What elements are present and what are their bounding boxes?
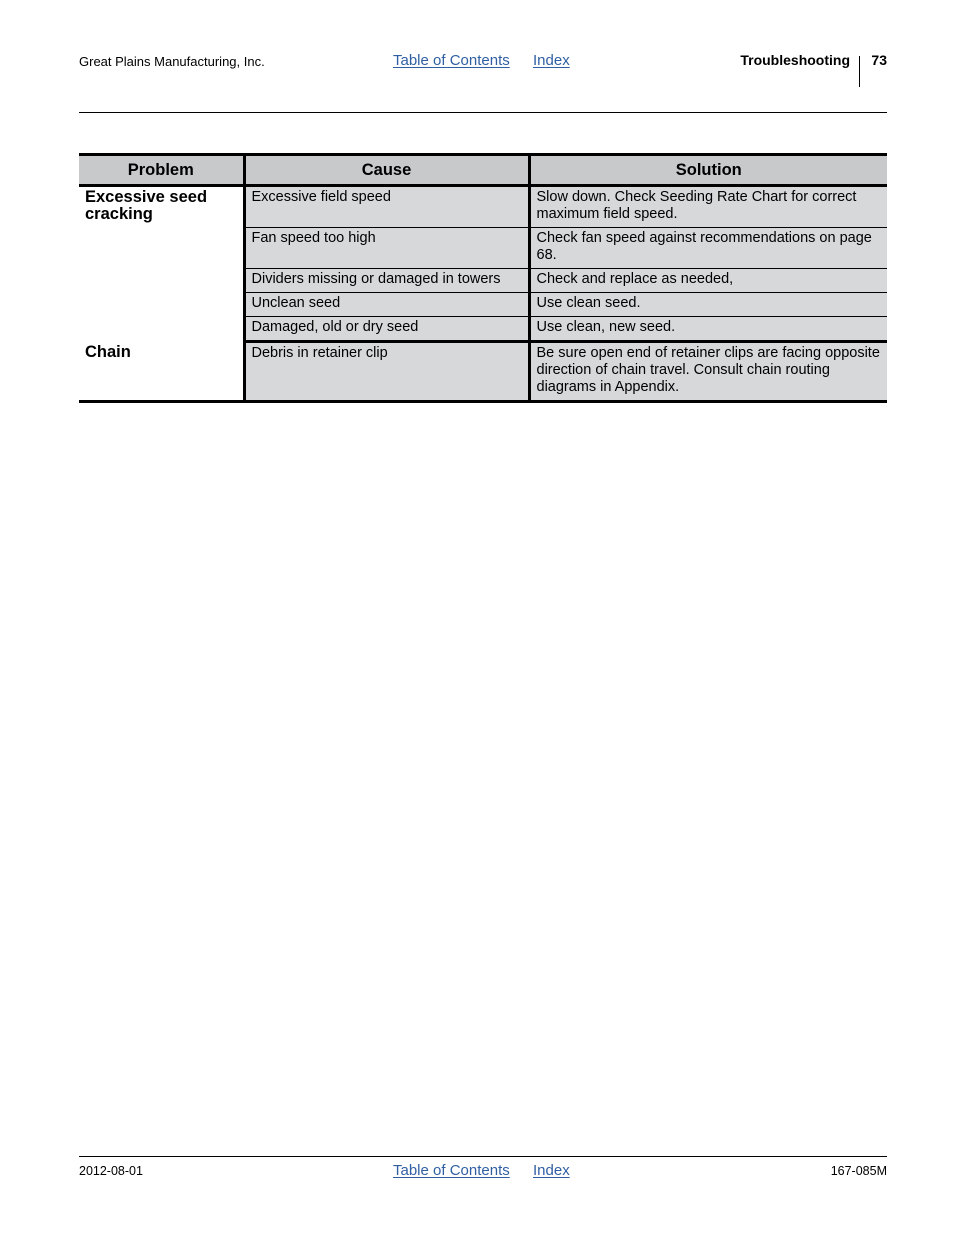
column-header-solution: Solution <box>529 155 887 186</box>
solution-cell: Check and replace as needed, <box>529 269 887 293</box>
header-rule <box>79 112 887 113</box>
footer-date: 2012-08-01 <box>79 1164 143 1178</box>
page-footer <box>79 1160 887 1190</box>
section-title: Troubleshooting <box>740 52 850 68</box>
troubleshooting-table <box>79 153 887 403</box>
company-name: Great Plains Manufacturing, Inc. <box>79 54 265 69</box>
cause-cell: Damaged, old or dry seed <box>244 317 529 342</box>
cause-cell: Fan speed too high <box>244 228 529 269</box>
column-header-cause: Cause <box>244 155 529 186</box>
table-header-row <box>79 155 887 186</box>
solution-cell: Be sure open end of retainer clips are facing opposite direction of chain travel. Consult chain routing diagrams in Appendix. <box>529 342 887 402</box>
header-table-of-contents-link[interactable]: Table of Contents <box>393 52 510 69</box>
header-divider <box>859 56 860 87</box>
document-number: 167-085M <box>830 1164 887 1178</box>
footer-index-link[interactable]: Index <box>533 1162 570 1179</box>
solution-cell: Check fan speed against recommendations on page 68. <box>529 228 887 269</box>
solution-cell: Use clean, new seed. <box>529 317 887 342</box>
header-index-link[interactable]: Index <box>533 52 570 69</box>
cause-cell: Excessive field speed <box>244 186 529 228</box>
footer-table-of-contents-link[interactable]: Table of Contents <box>393 1162 510 1179</box>
table-row <box>79 186 887 228</box>
table-row <box>79 342 887 402</box>
cause-cell: Unclean seed <box>244 293 529 317</box>
problem-cell: Chain <box>79 342 244 402</box>
solution-cell: Use clean seed. <box>529 293 887 317</box>
cause-cell: Debris in retainer clip <box>244 342 529 402</box>
page-header <box>79 50 887 90</box>
page-number: 73 <box>871 52 887 68</box>
footer-rule <box>79 1156 887 1157</box>
column-header-problem: Problem <box>79 155 244 186</box>
cause-cell: Dividers missing or damaged in towers <box>244 269 529 293</box>
solution-cell: Slow down. Check Seeding Rate Chart for correct maximum field speed. <box>529 186 887 228</box>
problem-cell: Excessive seed cracking <box>79 186 244 342</box>
